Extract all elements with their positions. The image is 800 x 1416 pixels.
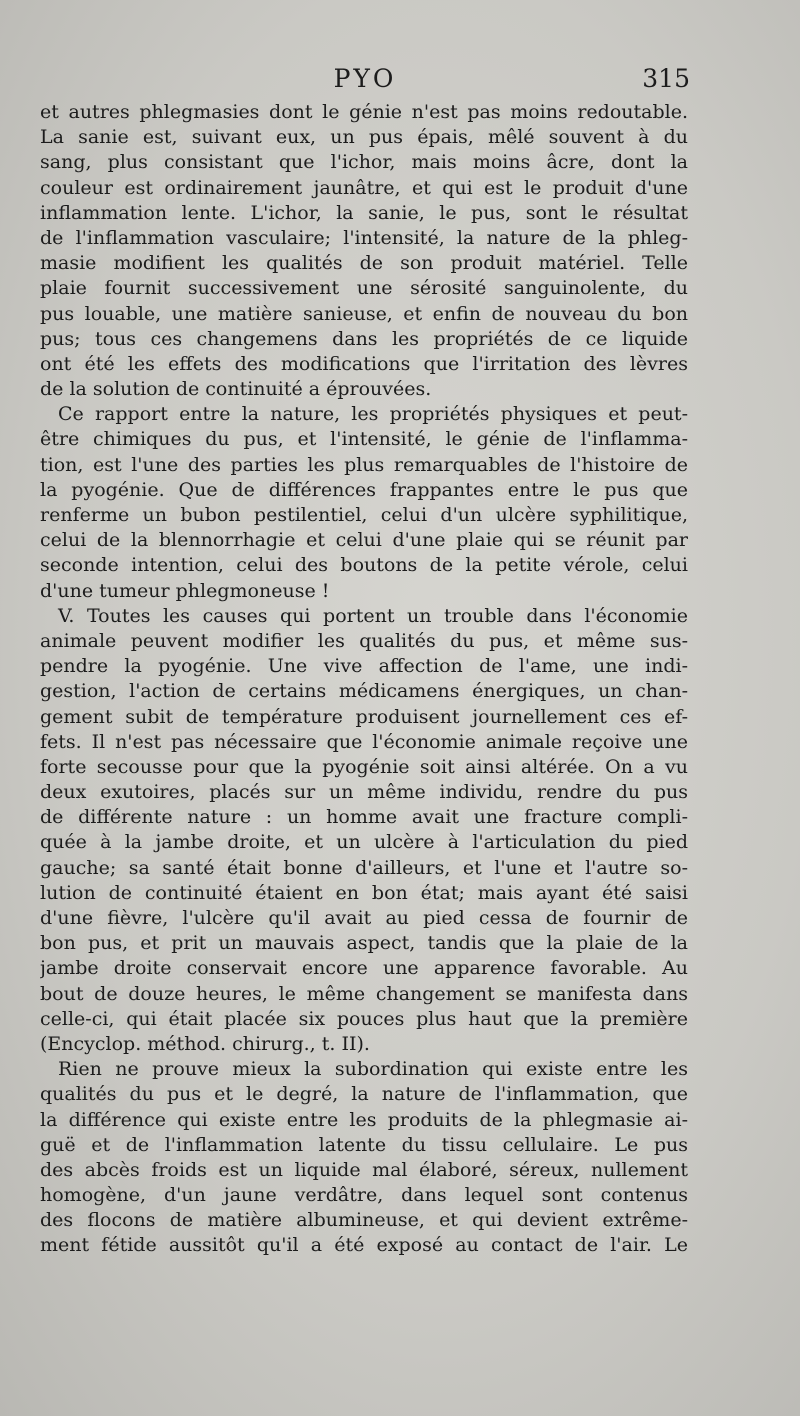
text-line: seconde intention, celui des boutons de la petite vérole, celui: [40, 554, 688, 577]
text-line: masie modifient les qualités de son produit matériel. Telle: [40, 252, 688, 275]
text-line: bout de douze heures, le même changement se manifesta dans: [40, 982, 688, 1005]
text-line: la différence qui existe entre les produits de la phlegmasie ai-: [40, 1108, 688, 1131]
text-line: La sanie est, suivant eux, un pus épais, mêlé souvent à du: [40, 126, 688, 149]
text-line: animale peuvent modifier les qualités du pus, et même sus-: [40, 629, 688, 652]
text-line: Rien ne prouve mieux la subordination qui existe entre les: [58, 1058, 688, 1081]
text-line: qualités du pus et le degré, la nature de l'inflammation, que: [40, 1083, 688, 1106]
text-line: inflammation lente. L'ichor, la sanie, le pus, sont le résultat: [40, 201, 688, 224]
text-line: ont été les effets des modifications que l'irritation des lèvres: [40, 352, 688, 375]
text-line: plaie fournit successivement une sérosité sanguinolente, du: [40, 277, 688, 300]
text-line: de l'inflammation vasculaire; l'intensité, la nature de la phleg-: [40, 226, 688, 249]
page-header: [40, 64, 690, 98]
text-line: celui de la blennorrhagie et celui d'une plaie qui se réunit par: [40, 529, 688, 552]
text-line: des flocons de matière albumineuse, et qui devient extrême-: [40, 1209, 688, 1232]
text-line: lution de continuité étaient en bon état; mais ayant été saisi: [40, 881, 688, 904]
text-line: gauche; sa santé était bonne d'ailleurs, et l'une et l'autre so-: [40, 856, 688, 879]
text-line: guë et de l'inflammation latente du tissu cellulaire. Le pus: [40, 1133, 688, 1156]
text-line: des abcès froids est un liquide mal élaboré, séreux, nullement: [40, 1158, 688, 1181]
text-line: d'une tumeur phlegmoneuse !: [40, 579, 330, 602]
text-line: pus louable, une matière sanieuse, et enfin de nouveau du bon: [40, 302, 688, 325]
text-line: sang, plus consistant que l'ichor, mais moins âcre, dont la: [40, 151, 688, 174]
text-line: bon pus, et prit un mauvais aspect, tandis que la plaie de la: [40, 932, 688, 955]
text-line: homogène, d'un jaune verdâtre, dans lequel sont contenus: [40, 1184, 688, 1207]
text-line: être chimiques du pus, et l'intensité, le génie de l'inflamma-: [40, 428, 688, 451]
text-line: ment fétide aussitôt qu'il a été exposé au contact de l'air. Le: [40, 1234, 688, 1257]
text-line: deux exutoires, placés sur un même individu, rendre du pus: [40, 781, 688, 804]
text-line: de la solution de continuité a éprouvées.: [40, 378, 432, 401]
text-line: la pyogénie. Que de différences frappantes entre le pus que: [40, 478, 688, 501]
text-line: gestion, l'action de certains médicamens énergiques, un chan-: [40, 680, 688, 703]
text-line: (Encyclop. méthod. chirurg., t. II).: [40, 1032, 370, 1055]
text-line: celle-ci, qui était placée six pouces plus haut que la première: [40, 1007, 688, 1030]
text-line: jambe droite conservait encore une apparence favorable. Au: [40, 957, 688, 980]
text-line: forte secousse pour que la pyogénie soit ainsi altérée. On a vu: [40, 755, 688, 778]
text-line: renferme un bubon pestilentiel, celui d'un ulcère syphilitique,: [40, 504, 688, 526]
text-line: de différente nature : un homme avait une fracture compli-: [40, 806, 688, 829]
text-line: quée à la jambe droite, et un ulcère à l'articulation du pied: [40, 831, 688, 854]
text-line: pendre la pyogénie. Une vive affection de l'ame, une indi-: [40, 655, 688, 678]
text-line: couleur est ordinairement jaunâtre, et qui est le produit d'une: [40, 176, 688, 199]
text-line: gement subit de température produisent journellement ces ef-: [40, 705, 688, 728]
text-line: fets. Il n'est pas nécessaire que l'économie animale reçoive une: [40, 730, 688, 753]
text-line: Ce rapport entre la nature, les propriétés physiques et peut-: [58, 403, 688, 426]
text-line: pus; tous ces changemens dans les propriétés de ce liquide: [40, 327, 688, 350]
body-text: [40, 100, 688, 1259]
text-line: et autres phlegmasies dont le génie n'est pas moins redoutable.: [40, 101, 688, 123]
running-title: PYO: [333, 64, 397, 93]
text-line: tion, est l'une des parties les plus remarquables de l'histoire de: [40, 453, 688, 476]
text-line: V. Toutes les causes qui portent un trouble dans l'économie: [58, 604, 688, 627]
text-line: d'une fièvre, l'ulcère qu'il avait au pied cessa de fournir de: [40, 907, 688, 929]
page-number: 315: [642, 64, 690, 93]
